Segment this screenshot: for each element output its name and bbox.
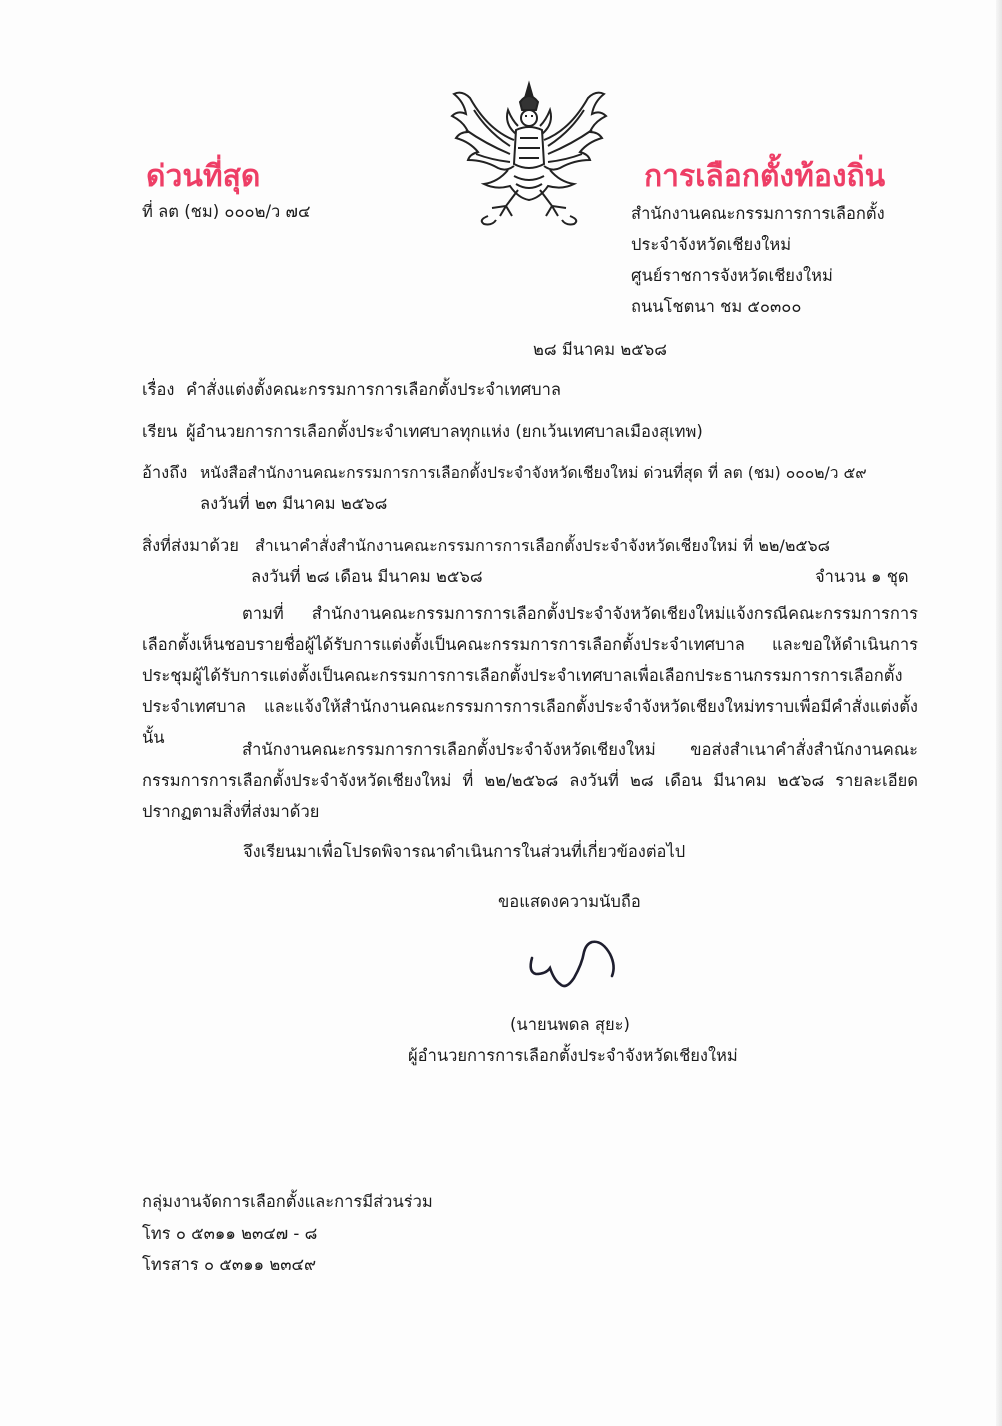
reference-line-1: หนังสือสำนักงานคณะกรรมการการเลือกตั้งประจำจังหวัดเชียงใหม่ ด่วนที่สุด ที่ ลต (ชม) ๐๐๐๒/ว ๕๙ bbox=[200, 464, 867, 482]
closing-regards: ขอแสดงความนับถือ bbox=[498, 892, 641, 911]
body-paragraph-1: ตามที่ สำนักงานคณะกรรมการการเลือกตั้งประจำจังหวัดเชียงใหม่แจ้งกรณีคณะกรรมการการเลือกตั้งเห็นชอบรายชื่อผู้ได้รับการแต่งตั้งเป็นคณะกรรมการการเลือกตั้งประจำเทศบาล และขอให้ดำเนินการประชุมผู้ได้รับการแต่งตั้งเป็นคณะกรรมการการเลือกตั้งประจำเทศบาลเพื่อเลือกประธานกรรมการการเลือกตั้งประจำเทศบาล และแจ้งให้สำนักงานคณะกรรมการการเลือกตั้งประจำจังหวัดเชียงใหม่ทราบเพื่อมีคำสั่งแต่งตั้ง นั้น bbox=[142, 604, 918, 747]
office-line-4: ถนนโชตนา ชม ๕๐๓๐๐ bbox=[631, 297, 802, 316]
signatory-name: (นายนพดล สุยะ) bbox=[510, 1015, 630, 1034]
garuda-emblem-icon bbox=[448, 80, 610, 226]
office-line-3: ศูนย์ราชการจังหวัดเชียงใหม่ bbox=[631, 266, 833, 285]
footer-phone: โทร ๐ ๕๓๑๑ ๒๓๔๗ - ๘ bbox=[142, 1224, 318, 1243]
footer-unit: กลุ่มงานจัดการเลือกตั้งและการมีส่วนร่วม bbox=[142, 1192, 433, 1211]
reference-label: อ้างถึง bbox=[142, 463, 188, 482]
office-line-1: สำนักงานคณะกรรมการการเลือกตั้ง bbox=[631, 204, 885, 223]
letter-date: ๒๘ มีนาคม ๒๕๖๘ bbox=[533, 340, 667, 359]
document-number: ที่ ลต (ชม) ๐๐๐๒/ว ๗๔ bbox=[142, 202, 311, 221]
footer-fax: โทรสาร ๐ ๕๓๑๑ ๒๓๔๙ bbox=[142, 1255, 317, 1274]
category-label: การเลือกตั้งท้องถิ่น bbox=[644, 159, 886, 194]
urgent-label: ด่วนที่สุด bbox=[146, 159, 261, 194]
enclosure-quantity: จำนวน ๑ ชุด bbox=[815, 567, 909, 586]
subject-label: เรื่อง bbox=[142, 380, 175, 399]
signature-icon bbox=[520, 938, 630, 998]
office-line-2: ประจำจังหวัดเชียงใหม่ bbox=[631, 235, 792, 254]
signatory-position: ผู้อำนวยการการเลือกตั้งประจำจังหวัดเชียงใหม่ bbox=[408, 1046, 738, 1065]
enclosure-label: สิ่งที่ส่งมาด้วย bbox=[142, 536, 239, 555]
enclosure-line-1: สำเนาคำสั่งสำนักงานคณะกรรมการการเลือกตั้งประจำจังหวัดเชียงใหม่ ที่ ๒๒/๒๕๖๘ bbox=[255, 536, 830, 555]
subject-text: คำสั่งแต่งตั้งคณะกรรมการการเลือกตั้งประจำเทศบาล bbox=[186, 380, 562, 399]
reference-line-2: ลงวันที่ ๒๓ มีนาคม ๒๕๖๘ bbox=[200, 494, 388, 513]
to-label: เรียน bbox=[142, 422, 178, 441]
body-paragraph-3: จึงเรียนมาเพื่อโปรดพิจารณาดำเนินการในส่วนที่เกี่ยวข้องต่อไป bbox=[243, 842, 686, 861]
body-paragraph-2: สำนักงานคณะกรรมการการเลือกตั้งประจำจังหวัดเชียงใหม่ ขอส่งสำเนาคำสั่งสำนักงานคณะกรรมการการเลือกตั้งประจำจังหวัดเชียงใหม่ ที่ ๒๒/๒๕๖๘ ลงวันที่ ๒๘ เดือน มีนาคม ๒๕๖๘ รายละเอียดปรากฏตามสิ่งที่ส่งมาด้วย bbox=[142, 740, 918, 821]
enclosure-line-2: ลงวันที่ ๒๘ เดือน มีนาคม ๒๕๖๘ bbox=[251, 567, 483, 586]
to-text: ผู้อำนวยการการเลือกตั้งประจำเทศบาลทุกแห่ง (ยกเว้นเทศบาลเมืองสุเทพ) bbox=[186, 422, 703, 441]
scan-edge-shadow bbox=[996, 0, 1002, 1426]
